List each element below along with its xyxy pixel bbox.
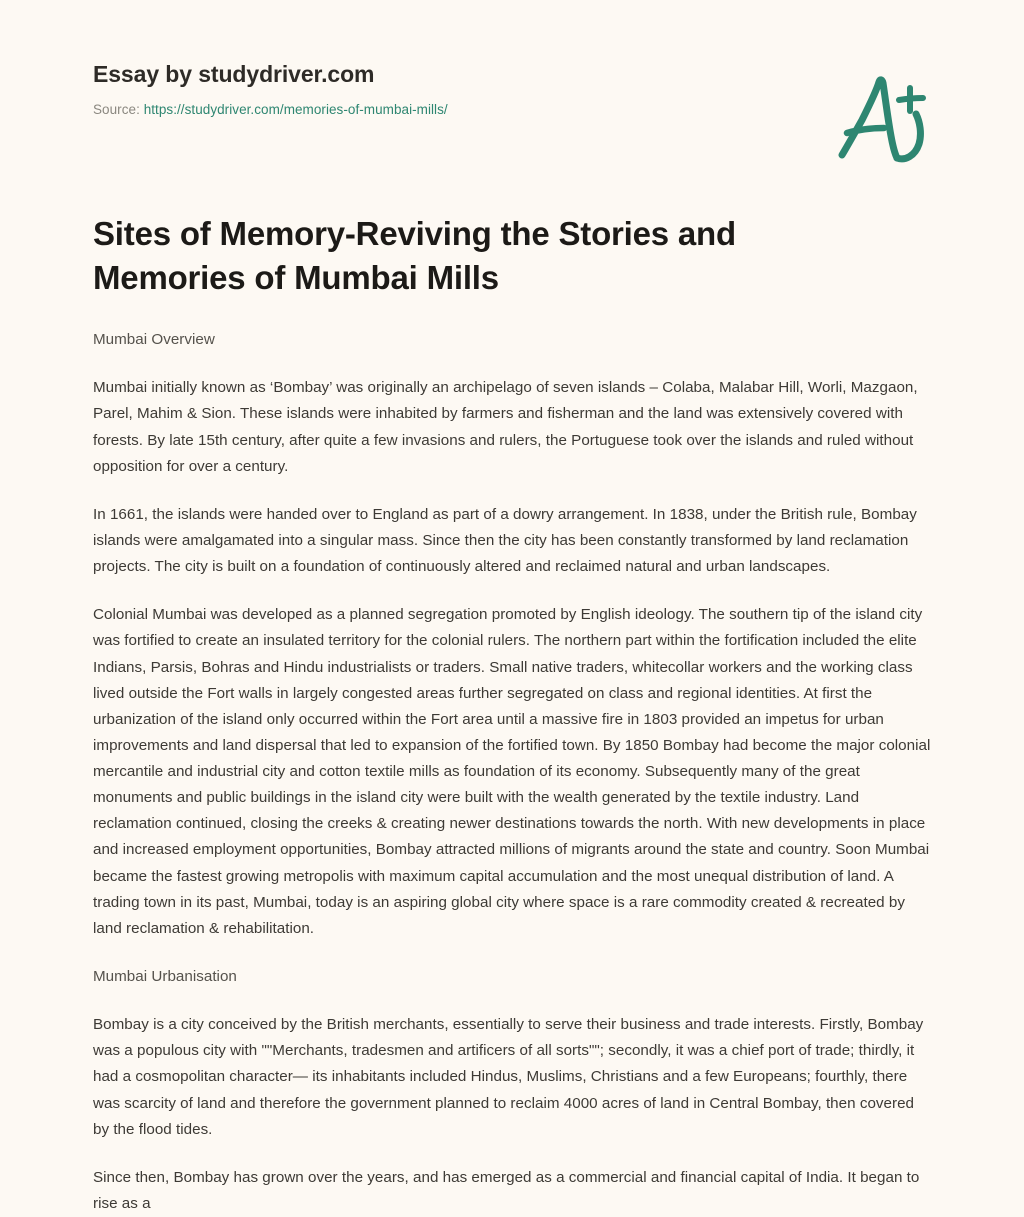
source-line [93,102,931,118]
paragraph-overview-2: In 1661, the islands were handed over to England as part of a dowry arrangement. In 1838, under the British rule, Bombay islands were amalgamated into a singular mass. Since then the city has been constantly transformed by land reclamation projects. The city is built on a foundation of continuously altered and reclaimed natural and urban landscapes. [93,505,917,576]
source-url-link[interactable]: https://studydriver.com/memories-of-mumbai-mills/ [143,102,448,118]
a-plus-logo[interactable] [831,70,931,170]
page-title: Sites of Memory-Reviving the Stories and Memories of Mumbai Mills [93,215,736,296]
paragraph-overview-3: Colonial Mumbai was developed as a planned segregation promoted by English ideology. The southern tip of the island city was fortified to create an insulated territory for the colonial rulers. The northern part within the fortification included the elite Indians, Parsis, Bohras and Hindu industrialists or traders. Small native traders, whitecollar workers and the working class lived outside the Fort walls in largely congested areas further segregated on class and regional identities. At first the urbanization of the island only occurred within the Fort area until a massive fire in 1803 provided an impetus for urban improvements and land dispersal that led to expansion of the fortified town. By 1850 Bombay had become the major colonial mercantile and industrial city and cotton textile mills as foundation of its economy. Subsequently many of the great monuments and public buildings in the island city were built with the wealth generated by the textile industry. Land reclamation continued, closing the creeks & creating newer destinations towards the north. With new developments in place and increased employment opportunities, Bombay attracted millions of migrants around the state and country. Soon Mumbai became the fastest growing metropolis with maximum capital accumulation and the most unequal distribution of land. A trading town in its past, Mumbai, today is an aspiring global city where space is a rare commodity created & recreated by land reclamation & rehabilitation. [93,606,931,937]
paragraph-urbanisation-1: Bombay is a city conceived by the British merchants, essentially to serve their business and trade interests. Firstly, Bombay was a populous city with ""Merchants, tradesmen and artificers of all sorts""; secondly, it was a chief port of trade; thirdly, it had a cosmopolitan character— its inhabitants included Hindus, Muslims, Christians and a few Europeans; fourthly, there was scarcity of land and therefore the government planned to reclaim 4000 acres of land in Central Bombay, then covered by the flood tides. [93,1016,924,1138]
section-heading-urbanisation: Mumbai Urbanisation [93,968,237,986]
brand-title: Essay by studydriver.com [93,61,375,87]
source-label: Source: [93,102,140,118]
section-heading-overview: Mumbai Overview [93,331,215,349]
page-header [93,0,931,120]
a-plus-icon [831,70,931,170]
paragraph-overview-1: Mumbai initially known as ‘Bombay’ was originally an archipelago of seven islands – Colaba, Malabar Hill, Worli, Mazgaon, Parel, Mahim & Sion. These islands were inhabited by farmers and fisherman and the land was extensively covered with forests. By late 15th century, after quite a few invasions and rulers, the Portuguese took over the islands and ruled without opposition for over a century. [93,379,918,475]
essay-body [93,299,931,1217]
paragraph-urbanisation-2: Since then, Bombay has grown over the years, and has emerged as a commercial and financial capital of India. It began to rise as a [93,1168,920,1213]
